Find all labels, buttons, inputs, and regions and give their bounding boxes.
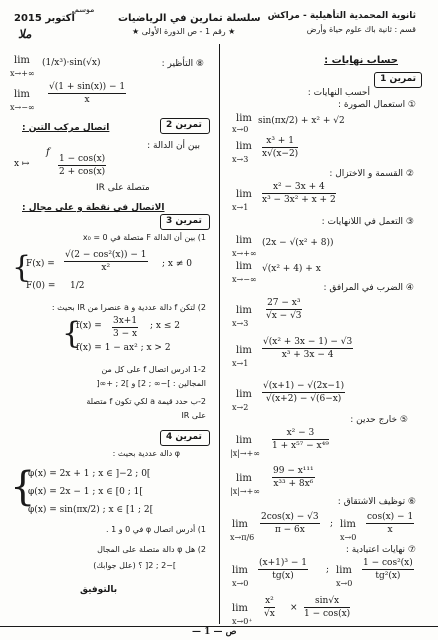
page-number: — 1 — ص <box>192 627 237 637</box>
lim-f2-num: cos(x) − 1 <box>367 512 414 522</box>
exercise-3-F-den: x² <box>101 263 111 273</box>
lim-a1-expr: sin(πx/2) + x² + √2 <box>258 116 345 126</box>
exercise-3-F-num: √(2 − cos²(x)) − 1 <box>65 250 147 260</box>
lim-a2-frac <box>262 136 298 159</box>
exercise-3-f1-den: 3 − x <box>113 329 138 339</box>
exercise-2-show: بين أن الدالة : <box>147 141 200 151</box>
lim-g1-num: (x+1)³ − 1 <box>259 558 307 568</box>
lim-b1-den: x³ − 3x² + x + 2 <box>262 195 336 205</box>
lim-e2-frac <box>272 466 315 489</box>
section-d-label: ④ الضرب في المرافق : <box>323 283 414 293</box>
exercise-3-F-frac <box>64 250 148 273</box>
lim-a2-num: x³ + 1 <box>262 136 298 148</box>
exercise-2-label: تمرين 2 <box>166 120 202 130</box>
brace-phi: { <box>10 464 36 510</box>
exercise-2-heading: اتصال مركب التين : <box>22 123 110 133</box>
continuity-title: الاتصال في نقطة و على مجال : <box>22 203 165 213</box>
lim-d3: lim <box>236 389 252 400</box>
signature: ملا <box>18 27 32 41</box>
lim-a1: lim <box>236 113 252 124</box>
exercise-2-cont: متصلة على IR <box>96 183 150 193</box>
lim-g2-num: 1 − cos²(x) <box>363 558 413 568</box>
lim-g3-frac2 <box>304 596 350 619</box>
lim-g1: lim <box>232 565 248 576</box>
lim-d1: lim <box>236 305 252 316</box>
semicolon-f: ; <box>330 519 334 529</box>
lim-d2-num: √(x² + 3x − 1) − √3 <box>263 337 353 347</box>
lim-f2: lim <box>340 519 356 530</box>
lim-b1: lim <box>236 189 252 200</box>
lim-e1-den: 1 + x⁵⁷ − x⁴⁹ <box>272 441 329 451</box>
lim-g1-sub: x→0 <box>232 579 249 588</box>
lim-e2: lim <box>236 473 252 484</box>
lim-l1: lim <box>14 55 30 66</box>
exercise-3-f1-cond: ; x ≤ 2 <box>150 321 180 331</box>
exercise-3-f2: f(x) = 1 − ax² ; x > 2 <box>76 343 171 353</box>
lim-d1-den: √x − √3 <box>266 311 302 321</box>
section-a-label: ① استعمال الصورة : <box>337 100 416 110</box>
school-name: ثانوية المحمدية التأهيلية - مراكش <box>267 11 416 21</box>
lim-d3-den: √(x+2) − √(6−x) <box>265 394 342 404</box>
lim-g2-den: tg²(x) <box>375 571 401 581</box>
section-e-label: ⑤ خارج حدين : <box>350 415 408 425</box>
lim-e2-num: 99 − x¹¹¹ <box>273 466 314 476</box>
lim-l2-frac <box>48 82 126 105</box>
lim-g1-den: tg(x) <box>272 571 294 581</box>
exercise-3-F-cond: ; x ≠ 0 <box>162 259 192 269</box>
lim-g3: lim <box>232 603 248 614</box>
lim-d1-num: 27 − x³ <box>267 298 301 308</box>
exercise-4-q2: 2) هل φ دالة متصلة على المجال <box>97 545 206 554</box>
lim-g3-den1: √x <box>264 609 275 619</box>
lim-f1-frac <box>260 512 320 535</box>
series-title: سلسلة تمارين في الرياضيات <box>118 13 261 24</box>
lim-d3-sub: x→2 <box>232 403 249 412</box>
lim-g1-frac <box>258 558 308 581</box>
lim-c1-expr: (2x − √(x² + 8)) <box>262 238 334 248</box>
lim-b1-num: x² − 3x + 4 <box>262 182 336 194</box>
exercise-3-f1: f(x) = <box>76 321 102 331</box>
exercise-3-F: F(x) = <box>26 259 55 269</box>
date: أكتوبر 2015 <box>14 13 75 24</box>
lim-l2-num: √(1 + sin(x)) − 1 <box>49 82 126 92</box>
season-label: موسم <box>74 5 95 14</box>
lim-f2-sub: x→0 <box>340 533 357 542</box>
section-c-label: ③ التعمل في اللانهايات : <box>321 217 414 227</box>
lim-g3-num2: sin√x <box>304 596 350 608</box>
lim-a2-den: x√(x−2) <box>262 149 299 159</box>
lim-e1-num: x² − 3 <box>272 428 329 440</box>
lim-e2-den: x³³ + 8x⁶ <box>273 479 314 489</box>
lim-c1-sub: x→+∞ <box>232 249 257 258</box>
lim-c2: lim <box>236 261 252 272</box>
good-luck: بالتوفيق <box>80 585 118 595</box>
exercise-3-label: تمرين 3 <box>166 216 202 226</box>
brace-f: { <box>62 316 82 351</box>
exercise-4-q1: 1) أدرس اتصال φ في 0 و 1 . <box>106 525 206 534</box>
lim-a2: lim <box>236 141 252 152</box>
lim-a2-sub: x→3 <box>232 155 249 164</box>
lim-c1: lim <box>236 235 252 246</box>
lim-c2-expr: √(x² + 4) + x <box>262 264 321 274</box>
column-divider <box>219 44 220 624</box>
lim-l1-sub: x→+∞ <box>10 69 35 78</box>
lim-d1-sub: x→3 <box>232 319 249 328</box>
lim-d3-num: √(x+1) − √(2x−1) <box>263 381 345 391</box>
exercise-4-line3: φ(x) = sin(πx/2) ; x ∈ [1 ; 2[ <box>28 505 154 515</box>
lim-g3-frac1 <box>264 596 275 619</box>
exercise-2-frac <box>58 154 106 177</box>
exercise-3-f1-frac <box>112 316 138 339</box>
exercise-4-line1: φ(x) = 2x + 1 ; x ∈ ]−2 ; 0[ <box>28 469 151 479</box>
exercise-3-q2a: 1-2 ادرس اتصال f على كل من <box>101 365 206 374</box>
section-g-label: ⑦ نهايات اعتيادية : <box>345 545 416 555</box>
lim-g2: lim <box>336 565 352 576</box>
lim-l2: lim <box>14 89 30 100</box>
lim-f1-sub: x→π/6 <box>230 533 255 542</box>
exercise-3-q1: 1) بين أن الدالة F متصلة في x₀ = 0 <box>82 233 206 242</box>
exercise-4-intro: φ دالة عددية بحيث : <box>112 449 180 458</box>
exercise-3-q2b: 2-ب حدد قيمة a لكي تكون f متصلة <box>86 397 206 406</box>
exercise-2-num: 1 − cos(x) <box>59 154 106 164</box>
exercise-3-f1-num: 3x+1 <box>113 316 138 326</box>
brace-F: { <box>12 250 32 285</box>
exercise-3-F0: F(0) = <box>26 281 56 291</box>
lim-g2-sub: x→0 <box>336 579 353 588</box>
lim-g2-frac <box>362 558 414 581</box>
exercise-2-den: 2 + cos(x) <box>59 167 106 177</box>
lim-b1-frac <box>262 182 336 205</box>
lim-d2-frac <box>262 337 353 360</box>
exercise-3-F0-val: 1/2 <box>70 281 85 291</box>
lim-d2-sub: x→1 <box>232 359 249 368</box>
lim-d2-den: x³ + 3x − 4 <box>281 350 334 360</box>
lim-f2-den: x <box>387 525 393 535</box>
lim-e1-sub: |x|→+∞ <box>230 449 260 458</box>
lim-g3-sub: x→0⁺ <box>232 617 253 626</box>
series-subtitle: ★ رقم 1 - ص الدورة الأولى ★ <box>132 27 236 36</box>
exercise-3-q2a-int: المجالين : ]−∞ ; 2] و ]2 ; +∞[ <box>96 379 206 388</box>
times-sign: × <box>290 603 298 613</box>
lim-g3-den2: 1 − cos(x) <box>304 609 351 619</box>
lim-b1-sub: x→1 <box>232 203 249 212</box>
exercise-4-q2-int: ]−2 ; 2[ ؟ (علل جوابك) <box>93 561 176 570</box>
exercise-4-line2: φ(x) = 2x − 1 ; x ∈ [0 ; 1[ <box>28 487 143 497</box>
lim-c2-sub: x→−∞ <box>232 275 257 284</box>
exercise-3-q2: 2) لتكن f دالة عددية و a عنصرا من IR بحيث : <box>51 303 206 312</box>
lim-f1-num: 2cos(x) − √3 <box>261 512 319 522</box>
exercise-1-heading: أحسب النهايات : <box>307 88 370 98</box>
section-b-label: ② القسمة و الاختزال : <box>329 169 414 179</box>
semicolon-g: ; <box>326 565 330 575</box>
lim-l2-sub: x→−∞ <box>10 103 35 112</box>
section-f-label: ⑥ توظيف الاشتقاق : <box>337 497 416 507</box>
lim-f1-den: π − 6x <box>274 525 305 535</box>
lim-a1-sub: x→0 <box>232 125 249 134</box>
tanzir-label: ⑧ التأظير : <box>161 59 204 69</box>
exercise-1-label: تمرين 1 <box>380 74 416 84</box>
lim-d3-frac <box>262 381 345 404</box>
lim-l2-den: x <box>84 95 90 105</box>
lim-d1-frac <box>266 298 302 321</box>
lim-l1-expr: (1/x³)·sin(√x) <box>42 58 101 68</box>
exercise-2-f: f <box>46 147 50 158</box>
lim-g3-num1: x² <box>265 596 274 606</box>
right-title: حساب نهايات : <box>324 55 398 66</box>
exercise-2-map: x ↦ <box>14 159 30 169</box>
lim-f1: lim <box>232 519 248 530</box>
lim-e2-sub: |x|→+∞ <box>230 487 260 496</box>
lim-e1: lim <box>236 435 252 446</box>
lim-d2: lim <box>236 345 252 356</box>
lim-e1-frac <box>272 428 329 451</box>
class-name: قسم : ثانية باك علوم حياة وأرض <box>306 25 416 34</box>
exercise-3-q2b-end: على IR <box>181 411 206 420</box>
lim-f2-frac <box>366 512 414 535</box>
exercise-4-label: تمرين 4 <box>166 432 202 442</box>
